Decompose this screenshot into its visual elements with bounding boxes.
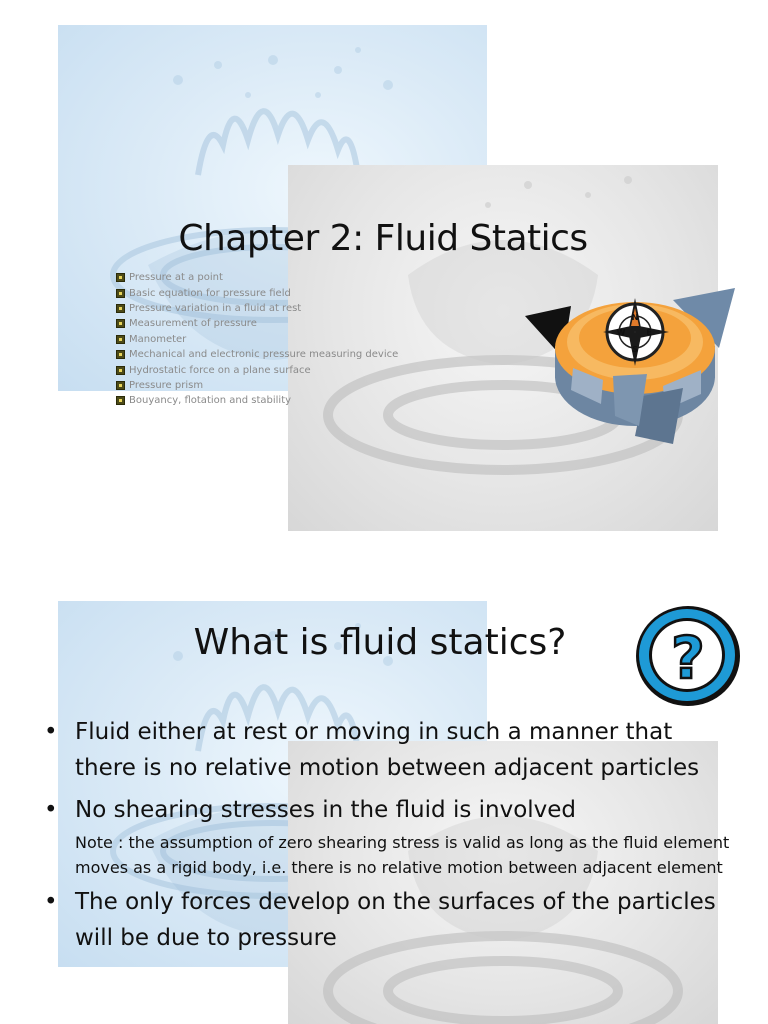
- bullet-dot: •: [44, 719, 58, 745]
- square-bullet-icon: [116, 366, 125, 375]
- topic-item: [116, 332, 398, 347]
- compass-letter-s: S: [632, 345, 638, 354]
- topic-item: [116, 362, 398, 377]
- bullet-list: [40, 714, 740, 956]
- topic-label: Pressure variation in a fluid at rest: [129, 302, 302, 314]
- topic-item: [116, 270, 398, 285]
- square-bullet-icon: [116, 350, 125, 359]
- slide-title: [0, 218, 768, 259]
- compass-icon: [523, 276, 737, 448]
- bullet-text: Fluid either at rest or moving in such a manner that there is no relative motion between adjacent particles: [75, 719, 700, 781]
- bullet-text: The only forces develop on the surfaces of the particles will be due to pressure: [75, 889, 716, 951]
- bullet-item: [40, 792, 740, 828]
- bullet-dot: •: [44, 797, 58, 823]
- topic-item: [116, 316, 398, 331]
- topic-item: [116, 301, 398, 316]
- bullet-item: [40, 714, 740, 786]
- compass-letter-e: E: [646, 328, 652, 337]
- bullet-item: [40, 884, 740, 956]
- compass-letter-n: N: [631, 313, 639, 322]
- square-bullet-icon: [116, 319, 125, 328]
- topic-label: Basic equation for pressure field: [129, 287, 291, 299]
- slide-title-text: What is fluid statics?: [193, 622, 567, 663]
- topic-item: [116, 393, 398, 408]
- compass-letter-w: W: [616, 328, 626, 337]
- topic-list: [116, 270, 398, 409]
- square-bullet-icon: [116, 396, 125, 405]
- topic-label: Manometer: [129, 333, 187, 345]
- topic-label: Hydrostatic force on a plane surface: [129, 364, 311, 376]
- topic-item: [116, 285, 398, 300]
- question-mark-icon: [632, 602, 744, 710]
- question-mark-glyph: ?: [671, 624, 705, 692]
- note-text: Note : the assumption of zero shearing stress is valid as long as the fluid element moves as a rigid body, i.e. there is no relative motion between adjacent element: [75, 833, 730, 877]
- topic-label: Measurement of pressure: [129, 318, 257, 330]
- topic-label: Pressure prism: [129, 379, 204, 391]
- topic-label: Bouyancy, flotation and stability: [129, 395, 292, 407]
- topic-item: [116, 378, 398, 393]
- topic-label: Pressure at a point: [129, 272, 223, 284]
- square-bullet-icon: [116, 273, 125, 282]
- bullet-text: No shearing stresses in the fluid is involved: [75, 797, 577, 823]
- slide-title-text: Chapter 2: Fluid Statics: [178, 218, 588, 259]
- square-bullet-icon: [116, 289, 125, 298]
- square-bullet-icon: [116, 381, 125, 390]
- square-bullet-icon: [116, 335, 125, 344]
- bullet-dot: •: [44, 889, 58, 915]
- square-bullet-icon: [116, 304, 125, 313]
- topic-item: [116, 347, 398, 362]
- topic-label: Mechanical and electronic pressure measuring device: [129, 349, 399, 361]
